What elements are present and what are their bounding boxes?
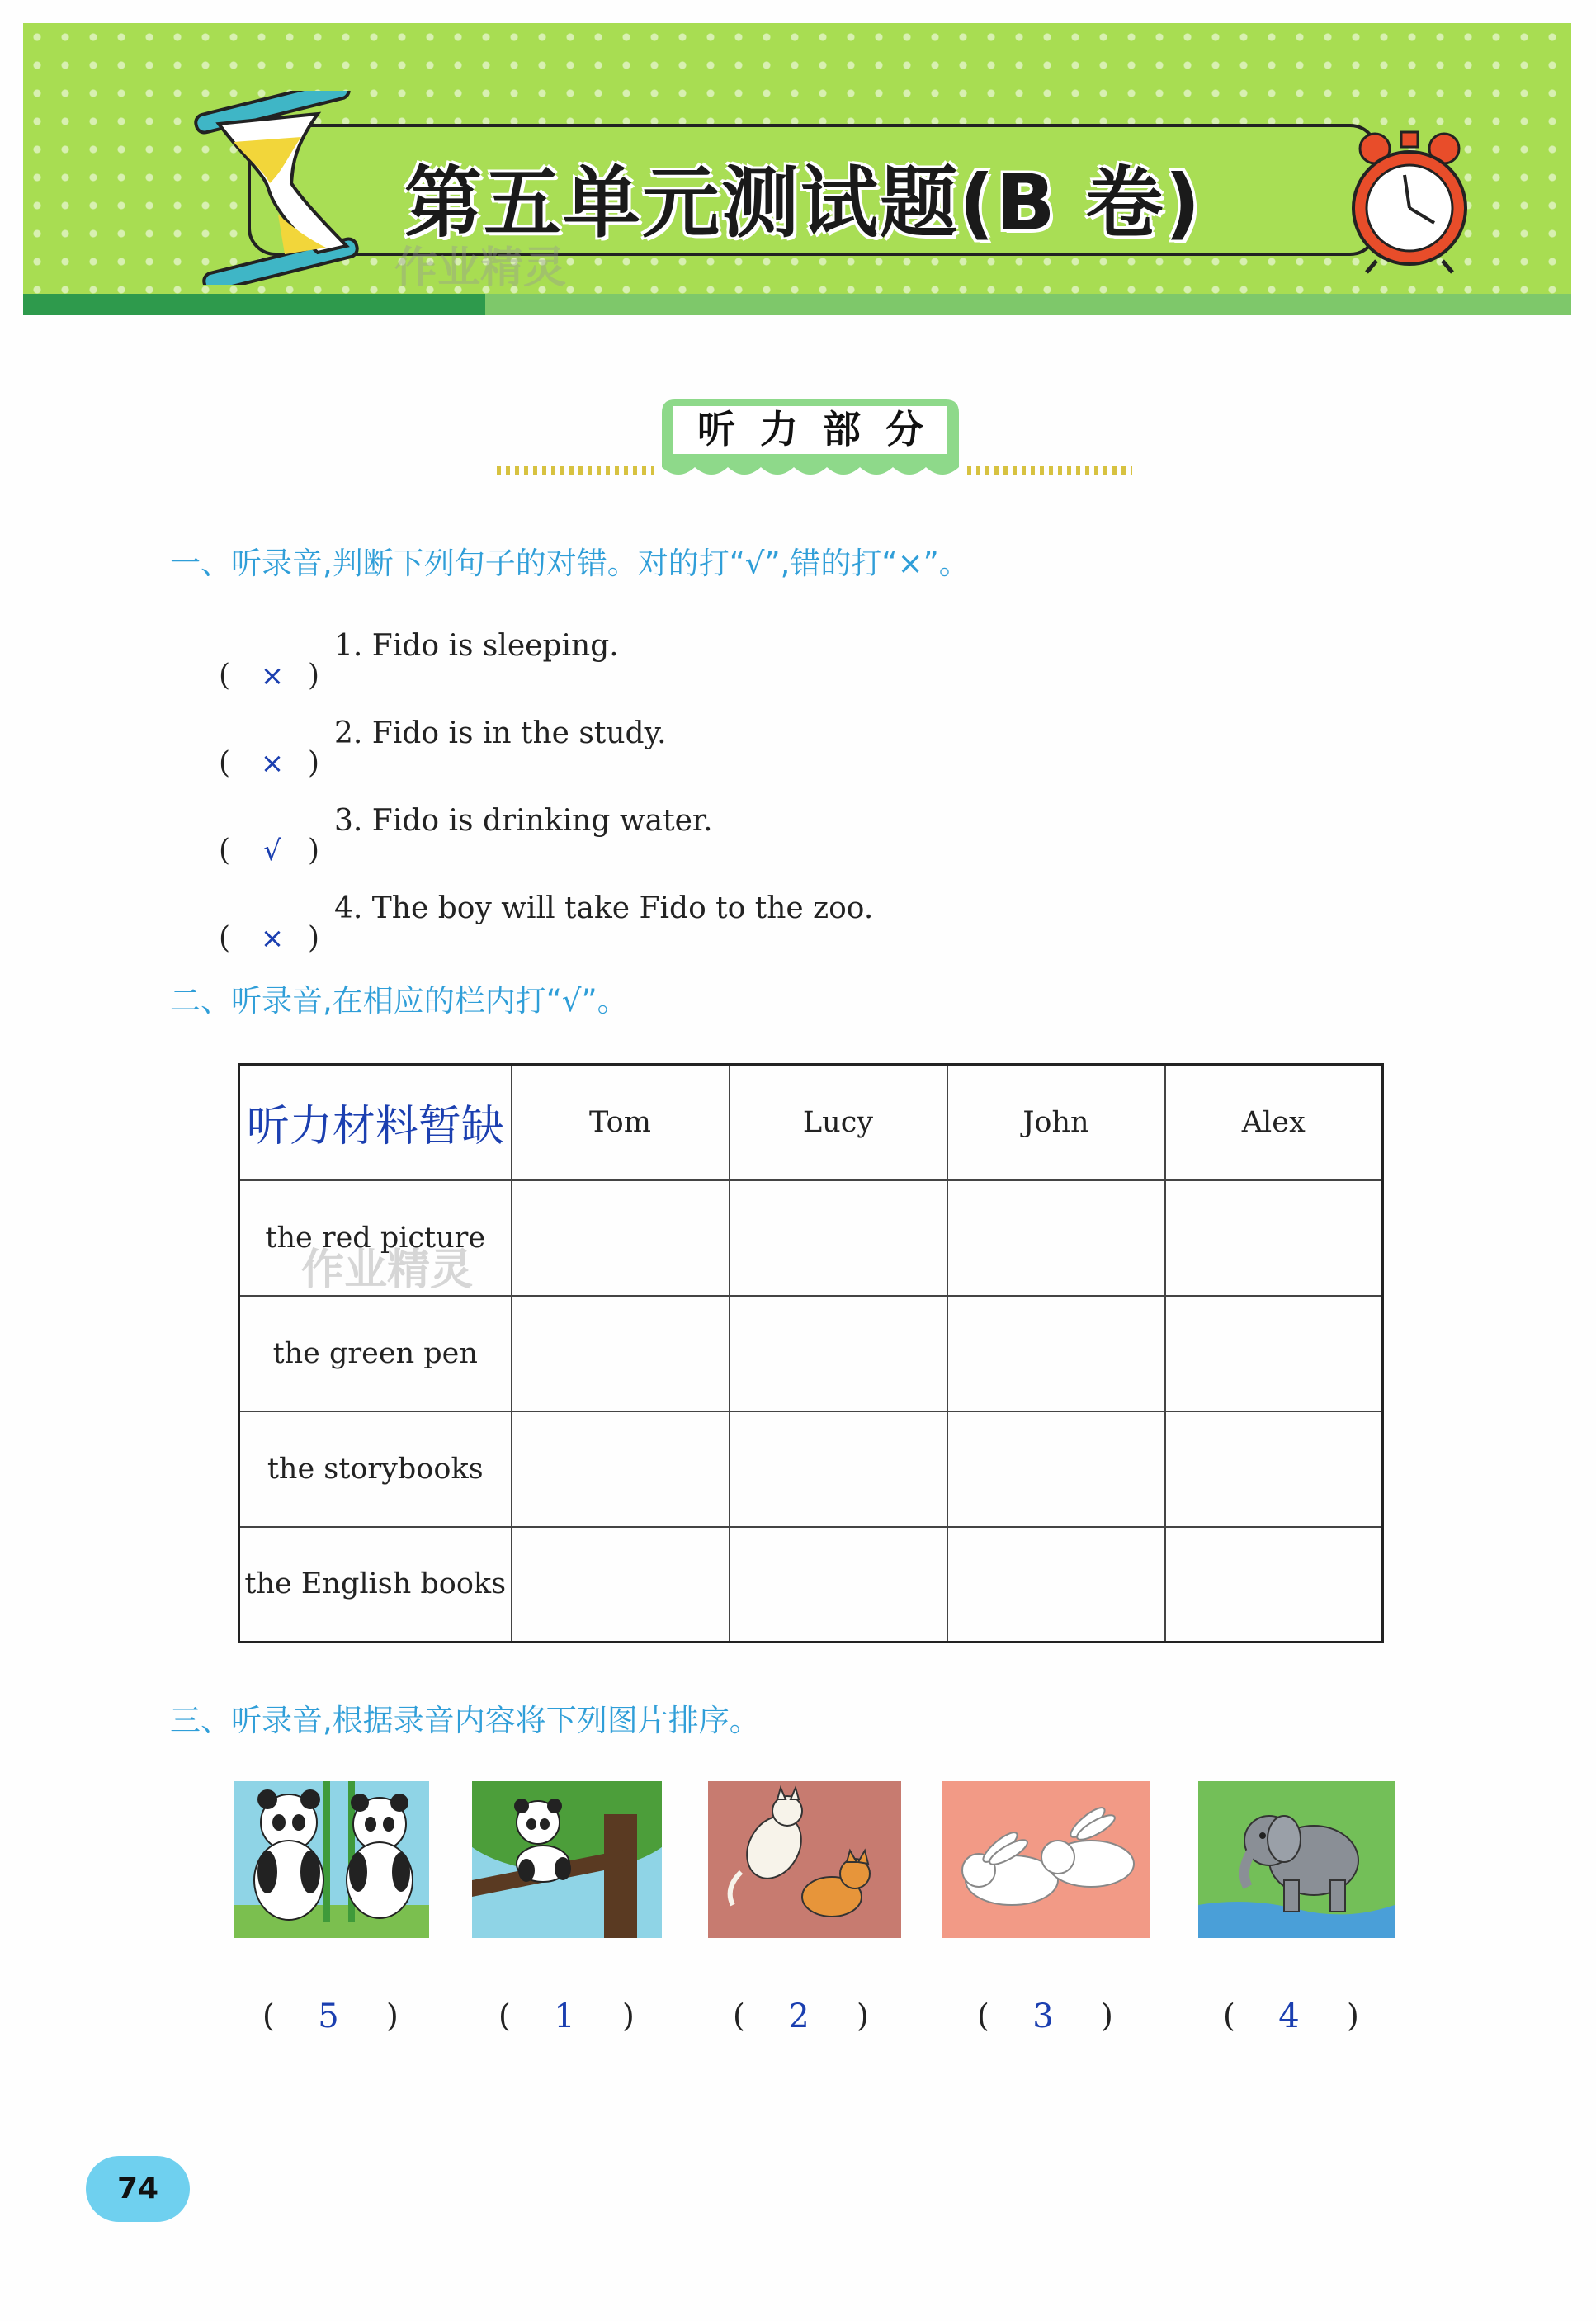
check-cell[interactable] [512, 1180, 730, 1296]
watermark: 作业精灵 [301, 1246, 474, 1295]
column-header: Alex [1165, 1065, 1383, 1180]
statement-text: 4. The boy will take Fido to the zoo. [334, 891, 874, 925]
banner-stripe [23, 294, 485, 315]
judge-item: ( × ) 2. Fido is in the study. [219, 713, 334, 754]
check-cell[interactable] [512, 1411, 730, 1527]
check-cell[interactable] [730, 1527, 947, 1643]
column-header: John [947, 1065, 1165, 1180]
banner-stripe [485, 294, 1571, 315]
order-answer: 5 [318, 1997, 339, 2035]
section-title: 听力部分 [697, 407, 948, 451]
hourglass-icon [186, 91, 359, 285]
part3-instruction: 三、听录音,根据录音内容将下列图片排序。 [170, 1703, 760, 1738]
answer-mark: × [260, 922, 285, 955]
check-cell[interactable] [1165, 1411, 1383, 1527]
order-answer: 1 [554, 1997, 575, 2035]
cats-playing-icon [708, 1781, 901, 1938]
table-row [239, 1411, 1383, 1527]
alarm-clock-icon [1343, 125, 1476, 274]
column-header: Tom [512, 1065, 730, 1180]
order-bracket: ( 3 ) [977, 1997, 1113, 2035]
page-number: 74 [86, 2156, 190, 2222]
judge-item: ( √ ) 3. Fido is drinking water. [219, 801, 334, 842]
check-cell[interactable] [730, 1411, 947, 1527]
column-header: Lucy [730, 1065, 947, 1180]
part1-instruction: 一、听录音,判断下列句子的对错。对的打“√”,错的打“×”。 [170, 546, 970, 581]
order-bracket: ( 5 ) [262, 1997, 399, 2035]
order-bracket: ( 1 ) [498, 1997, 635, 2035]
order-bracket: ( 2 ) [733, 1997, 869, 2035]
section-label-badge [654, 396, 967, 475]
answer-mark: × [260, 747, 285, 780]
statement-text: 2. Fido is in the study. [334, 716, 667, 750]
check-cell[interactable] [947, 1296, 1165, 1411]
check-cell[interactable] [512, 1527, 730, 1643]
check-cell[interactable] [1165, 1180, 1383, 1296]
elephant-by-water-icon [1198, 1781, 1395, 1938]
watermark: 作业精灵 [394, 243, 567, 293]
decorative-dots [967, 466, 1132, 475]
row-header: the storybooks [239, 1411, 512, 1527]
check-cell[interactable] [1165, 1527, 1383, 1643]
table-row [239, 1527, 1383, 1643]
check-cell[interactable] [512, 1296, 730, 1411]
statement-text: 3. Fido is drinking water. [334, 804, 713, 838]
answer-mark: × [260, 659, 285, 693]
pandas-eating-bamboo-icon [234, 1781, 429, 1938]
judge-item: ( × ) 1. Fido is sleeping. [219, 626, 334, 667]
order-answer: 3 [1032, 1997, 1054, 2035]
part2-instruction: 二、听录音,在相应的栏内打“√”。 [170, 983, 628, 1019]
row-header: the red picture [239, 1180, 512, 1296]
check-cell[interactable] [947, 1527, 1165, 1643]
answer-mark: √ [263, 834, 281, 867]
page-title: 第五单元测试题(B 卷) [404, 158, 1202, 248]
check-cell[interactable] [947, 1180, 1165, 1296]
rabbits-sleeping-icon [942, 1781, 1150, 1938]
check-cell[interactable] [947, 1411, 1165, 1527]
order-answer: 4 [1278, 1997, 1300, 2035]
check-cell[interactable] [730, 1296, 947, 1411]
decorative-dots [497, 466, 654, 475]
row-header: the English books [239, 1527, 512, 1643]
table-row [239, 1296, 1383, 1411]
judge-item: ( × ) 4. The boy will take Fido to the zoo. [219, 888, 334, 929]
panda-in-tree-icon [472, 1781, 662, 1938]
statement-text: 1. Fido is sleeping. [334, 629, 619, 663]
order-bracket: ( 4 ) [1223, 1997, 1359, 2035]
check-table [238, 1063, 1384, 1643]
order-answer: 2 [788, 1997, 810, 2035]
corner-note: 听力材料暂缺 [239, 1065, 512, 1180]
row-header: the green pen [239, 1296, 512, 1411]
table-header-row [239, 1065, 1383, 1180]
section-header [497, 388, 1132, 487]
check-cell[interactable] [1165, 1296, 1383, 1411]
check-cell[interactable] [730, 1180, 947, 1296]
